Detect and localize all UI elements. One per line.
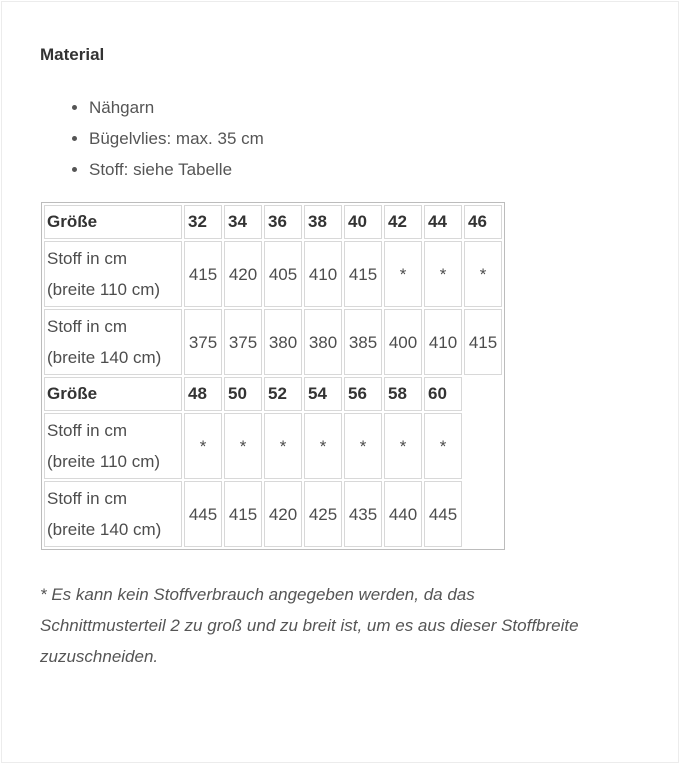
size-header-cell: 38 — [304, 205, 342, 239]
value-cell: * — [224, 413, 262, 479]
row-label-line1: Stoff in cm — [47, 489, 127, 508]
size-header-cell: 56 — [344, 377, 382, 411]
size-header-cell: 32 — [184, 205, 222, 239]
row-label-line2: (breite 140 cm) — [47, 520, 162, 539]
empty-cell — [464, 377, 502, 411]
size-header-cell: 34 — [224, 205, 262, 239]
empty-cell — [464, 481, 502, 547]
value-cell: * — [344, 413, 382, 479]
value-cell: * — [384, 413, 422, 479]
value-cell: 410 — [424, 309, 462, 375]
value-cell: 445 — [424, 481, 462, 547]
value-cell: 405 — [264, 241, 302, 307]
size-header-cell: 48 — [184, 377, 222, 411]
size-header-cell: 52 — [264, 377, 302, 411]
value-cell: 435 — [344, 481, 382, 547]
table-row — [44, 413, 502, 479]
value-cell: 375 — [224, 309, 262, 375]
row-label — [44, 413, 182, 479]
content-card — [1, 1, 679, 763]
value-cell: * — [304, 413, 342, 479]
value-cell: 385 — [344, 309, 382, 375]
list-item: • Nähgarn — [89, 92, 264, 123]
value-cell: 400 — [384, 309, 422, 375]
row-label-line1: Stoff in cm — [47, 249, 127, 268]
value-cell: 410 — [304, 241, 342, 307]
size-header-cell: 50 — [224, 377, 262, 411]
value-cell: * — [424, 241, 462, 307]
value-cell: 415 — [224, 481, 262, 547]
section-heading: Material — [40, 45, 105, 64]
row-label — [44, 241, 182, 307]
list-item: • Stoff: siehe Tabelle — [89, 154, 264, 185]
material-list — [52, 92, 264, 185]
value-cell: 415 — [184, 241, 222, 307]
size-header-cell: 42 — [384, 205, 422, 239]
value-cell: * — [464, 241, 502, 307]
value-cell: 420 — [224, 241, 262, 307]
size-header-cell: 54 — [304, 377, 342, 411]
list-item: • Bügelvlies: max. 35 cm — [89, 123, 264, 154]
row-label-line2: (breite 110 cm) — [47, 452, 161, 471]
size-header-row — [44, 377, 502, 411]
value-cell: 440 — [384, 481, 422, 547]
value-cell: 415 — [464, 309, 502, 375]
value-cell: 380 — [264, 309, 302, 375]
value-cell: * — [384, 241, 422, 307]
table-row — [44, 241, 502, 307]
value-cell: 425 — [304, 481, 342, 547]
value-cell: 375 — [184, 309, 222, 375]
fabric-size-table — [41, 202, 505, 550]
row-label — [44, 481, 182, 547]
size-header-cell: 40 — [344, 205, 382, 239]
size-header-cell: 44 — [424, 205, 462, 239]
footnote: * Es kann kein Stoffverbrauch angegeben werden, da das Schnittmusterteil 2 zu groß und zu breit ist, um es aus dieser Stoffbreite zuzuschneiden. — [40, 585, 579, 666]
value-cell: * — [264, 413, 302, 479]
row-label-line2: (breite 140 cm) — [47, 348, 162, 367]
empty-cell — [464, 413, 502, 479]
value-cell: 445 — [184, 481, 222, 547]
row-label-line2: (breite 110 cm) — [47, 280, 161, 299]
table-row — [44, 481, 502, 547]
value-cell: 415 — [344, 241, 382, 307]
row-label — [44, 309, 182, 375]
size-header-cell: 36 — [264, 205, 302, 239]
size-header-label: Größe — [44, 377, 182, 411]
row-label-line1: Stoff in cm — [47, 421, 127, 440]
size-header-cell: 60 — [424, 377, 462, 411]
row-label-line1: Stoff in cm — [47, 317, 127, 336]
table-row — [44, 309, 502, 375]
value-cell: 380 — [304, 309, 342, 375]
value-cell: 420 — [264, 481, 302, 547]
value-cell: * — [184, 413, 222, 479]
size-header-label: Größe — [44, 205, 182, 239]
size-header-cell: 46 — [464, 205, 502, 239]
value-cell: * — [424, 413, 462, 479]
size-header-cell: 58 — [384, 377, 422, 411]
size-header-row — [44, 205, 502, 239]
